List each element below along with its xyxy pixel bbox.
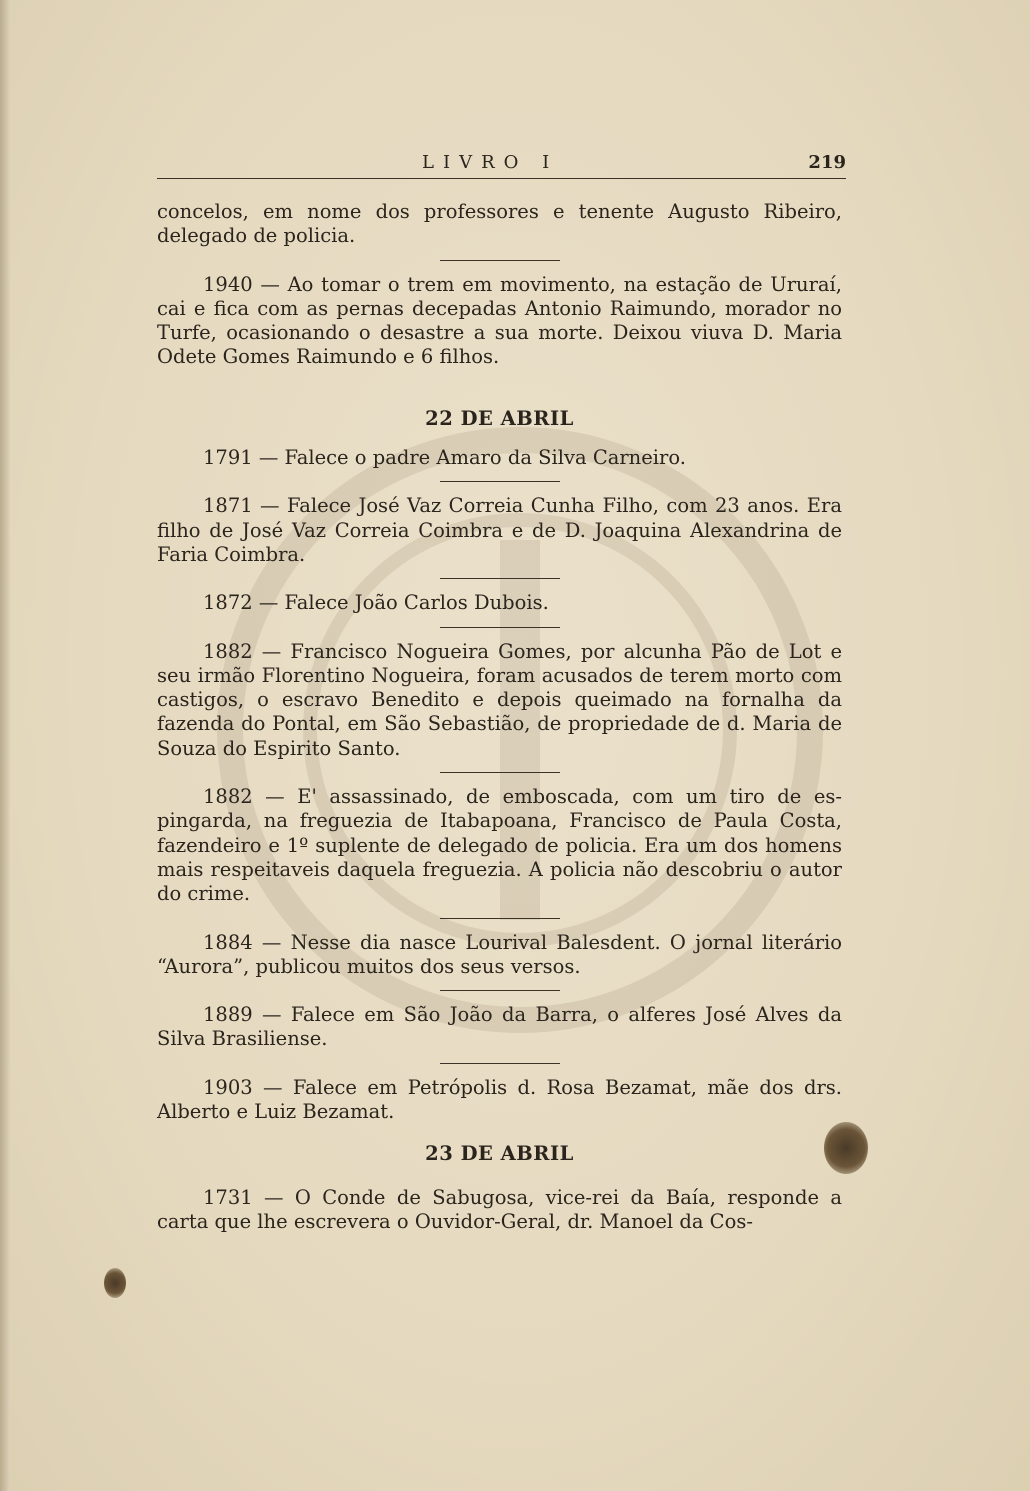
entry-separator (440, 260, 560, 261)
page-body (157, 200, 842, 1234)
chronicle-entry: 1889 — Falece em São João da Barra, o alferes José Alves da Silva Brasiliense. (157, 1003, 842, 1051)
chronicle-entry: 1903 — Falece em Petrópolis d. Rosa Bezamat, mãe dos drs. Alberto e Luiz Bezamat. (157, 1075, 842, 1124)
entry-separator (440, 481, 560, 482)
chronicle-entry: 1940 — Ao tomar o trem em movimento, na estação de Ururaí, cai e fica com as pernas decepadas Antonio Raimundo, morador no Turfe, ocasionando o desastre a sua morte. Deixou viuva D. Maria Odete Gomes Raimundo e 6 filhos. (157, 272, 842, 369)
chronicle-entry: 1871 — Falece José Vaz Correia Cunha Filho, com 23 anos. Era filho de José Vaz Correia Coimbra e de D. Joaquina Alexandrina de Faria Coimbra. (157, 494, 842, 566)
chronicle-entry: 1884 — Nesse dia nasce Lourival Balesdent. O jornal literário “Aurora”, publicou muitos dos seus versos. (157, 930, 842, 978)
running-header (157, 150, 846, 179)
entry-separator (440, 918, 560, 919)
chronicle-entry: 1731 — O Conde de Sabugosa, vice-rei da Baía, responde a carta que lhe escrevera o Ouvidor-Geral, dr. Manoel da Cos- (157, 1185, 842, 1233)
running-title: LIVRO I (422, 152, 559, 173)
entry-separator (440, 627, 560, 628)
chronicle-entry: 1872 — Falece João Carlos Dubois. (203, 591, 549, 615)
chronicle-entry: 1882 — E' assassinado, de emboscada, com um tiro de espingarda, na freguezia de Itabapoana, Francisco de Paula Costa, fazendeiro e 1º suplente de delegado de policia. Era um dos homens mais respeitaveis daquela freguezia. A policia não descobriu o autor do crime. (157, 785, 842, 906)
chronicle-entry: 1882 — Francisco Nogueira Gomes, por alcunha Pão de Lot e seu irmão Florentino Nogueira, foram acusados de terem morto com castigos, o escravo Benedito e depois queimado na fornalha da fazenda do Pontal, em São Sebastião, de propriedade de d. Maria de Souza do Espirito Santo. (157, 639, 842, 760)
page-spine-shadow (0, 0, 10, 1491)
entry-separator (440, 772, 560, 773)
entry-separator (440, 578, 560, 579)
date-heading: 23 DE ABRIL (425, 1142, 574, 1166)
page-number: 219 (808, 152, 846, 173)
ink-stain (824, 1122, 868, 1174)
date-heading: 22 DE ABRIL (425, 406, 574, 430)
entry-separator (440, 1063, 560, 1064)
ink-stain (104, 1268, 126, 1298)
continued-paragraph: concelos, em nome dos professores e tenente Augusto Ribeiro, delegado de policia. (157, 200, 842, 248)
chronicle-entry: 1791 — Falece o padre Amaro da Silva Carneiro. (203, 446, 686, 470)
entry-separator (440, 990, 560, 991)
